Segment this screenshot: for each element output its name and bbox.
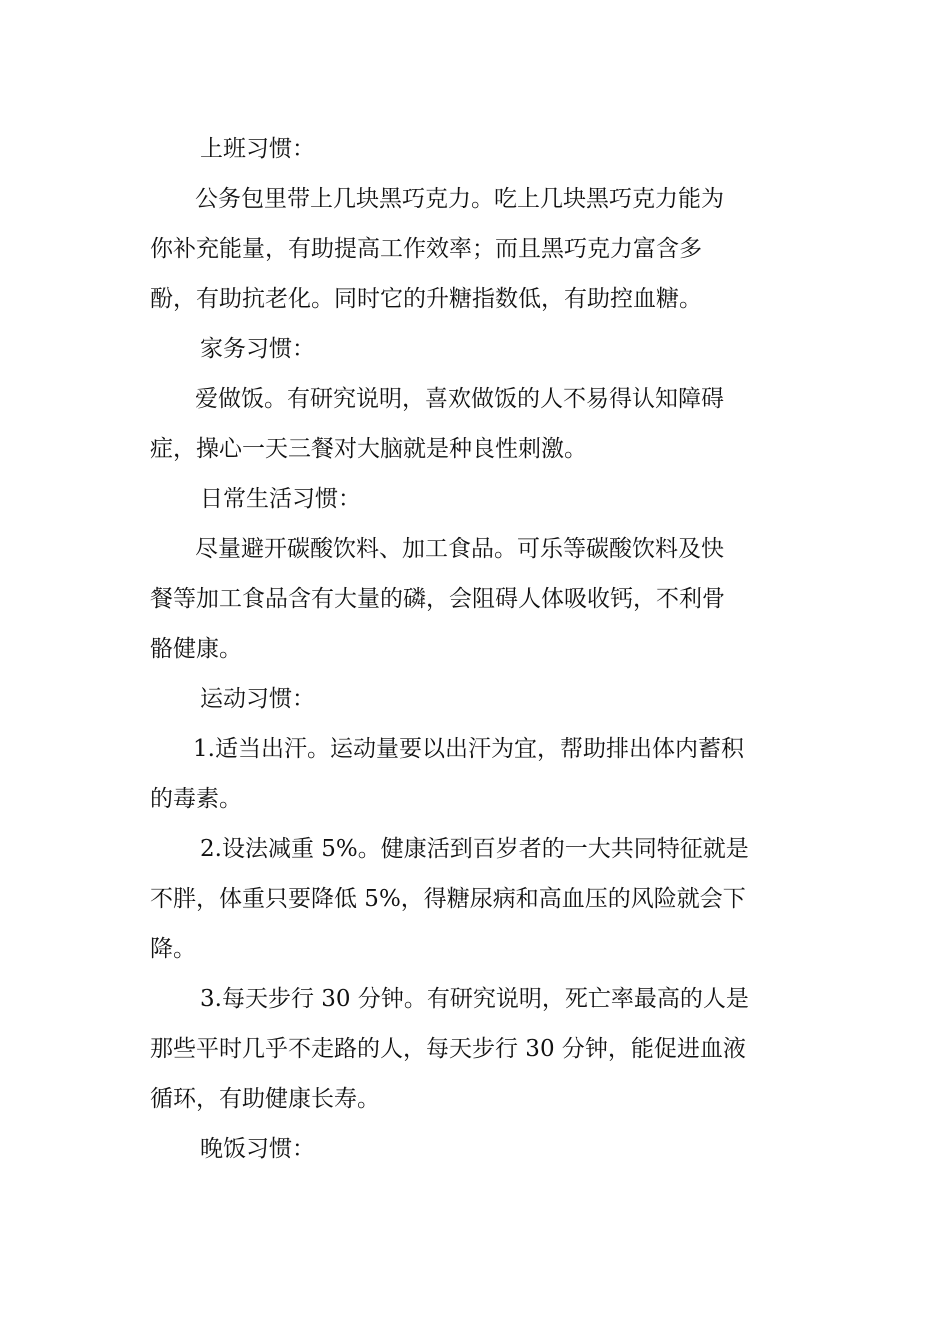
paragraph-line: 那些平时几乎不走路的人，每天步行 30 分钟，能促进血液 [150,1036,746,1062]
heading-exercise-habits: 运动习惯： [200,686,315,712]
paragraph-line: 骼健康。 [150,636,242,662]
paragraph-line: 餐等加工食品含有大量的磷，会阻碍人体吸收钙，不利骨 [150,586,725,612]
heading-work-habits: 上班习惯： [200,136,315,162]
paragraph-line: 你补充能量，有助提高工作效率；而且黑巧克力富含多 [150,236,702,262]
paragraph-line: 2.设法减重 5%。健康活到百岁者的一大共同特征就是 [200,836,749,862]
paragraph-line: 症，操心一天三餐对大脑就是种良性刺激。 [150,436,587,462]
paragraph-line: 爱做饭。有研究说明，喜欢做饭的人不易得认知障碍 [195,386,724,412]
paragraph-line: 降。 [150,936,196,962]
heading-dinner-habits: 晚饭习惯： [200,1136,315,1162]
paragraph-line: 公务包里带上几块黑巧克力。吃上几块黑巧克力能为 [195,186,724,212]
paragraph-line: 酚，有助抗老化。同时它的升糖指数低，有助控血糖。 [150,286,702,312]
paragraph-line: 不胖，体重只要降低 5%，得糖尿病和高血压的风险就会下 [150,886,746,912]
paragraph-line: 3.每天步行 30 分钟。有研究说明，死亡率最高的人是 [200,986,749,1012]
heading-daily-life-habits: 日常生活习惯： [200,486,361,512]
paragraph-line: 1.适当出汗。运动量要以出汗为宜，帮助排出体内蓄积 [193,736,744,762]
paragraph-line: 循环，有助健康长寿。 [150,1086,380,1112]
paragraph-line: 尽量避开碳酸饮料、加工食品。可乐等碳酸饮料及快 [195,536,724,562]
paragraph-line: 的毒素。 [150,786,242,812]
heading-housework-habits: 家务习惯： [200,336,315,362]
